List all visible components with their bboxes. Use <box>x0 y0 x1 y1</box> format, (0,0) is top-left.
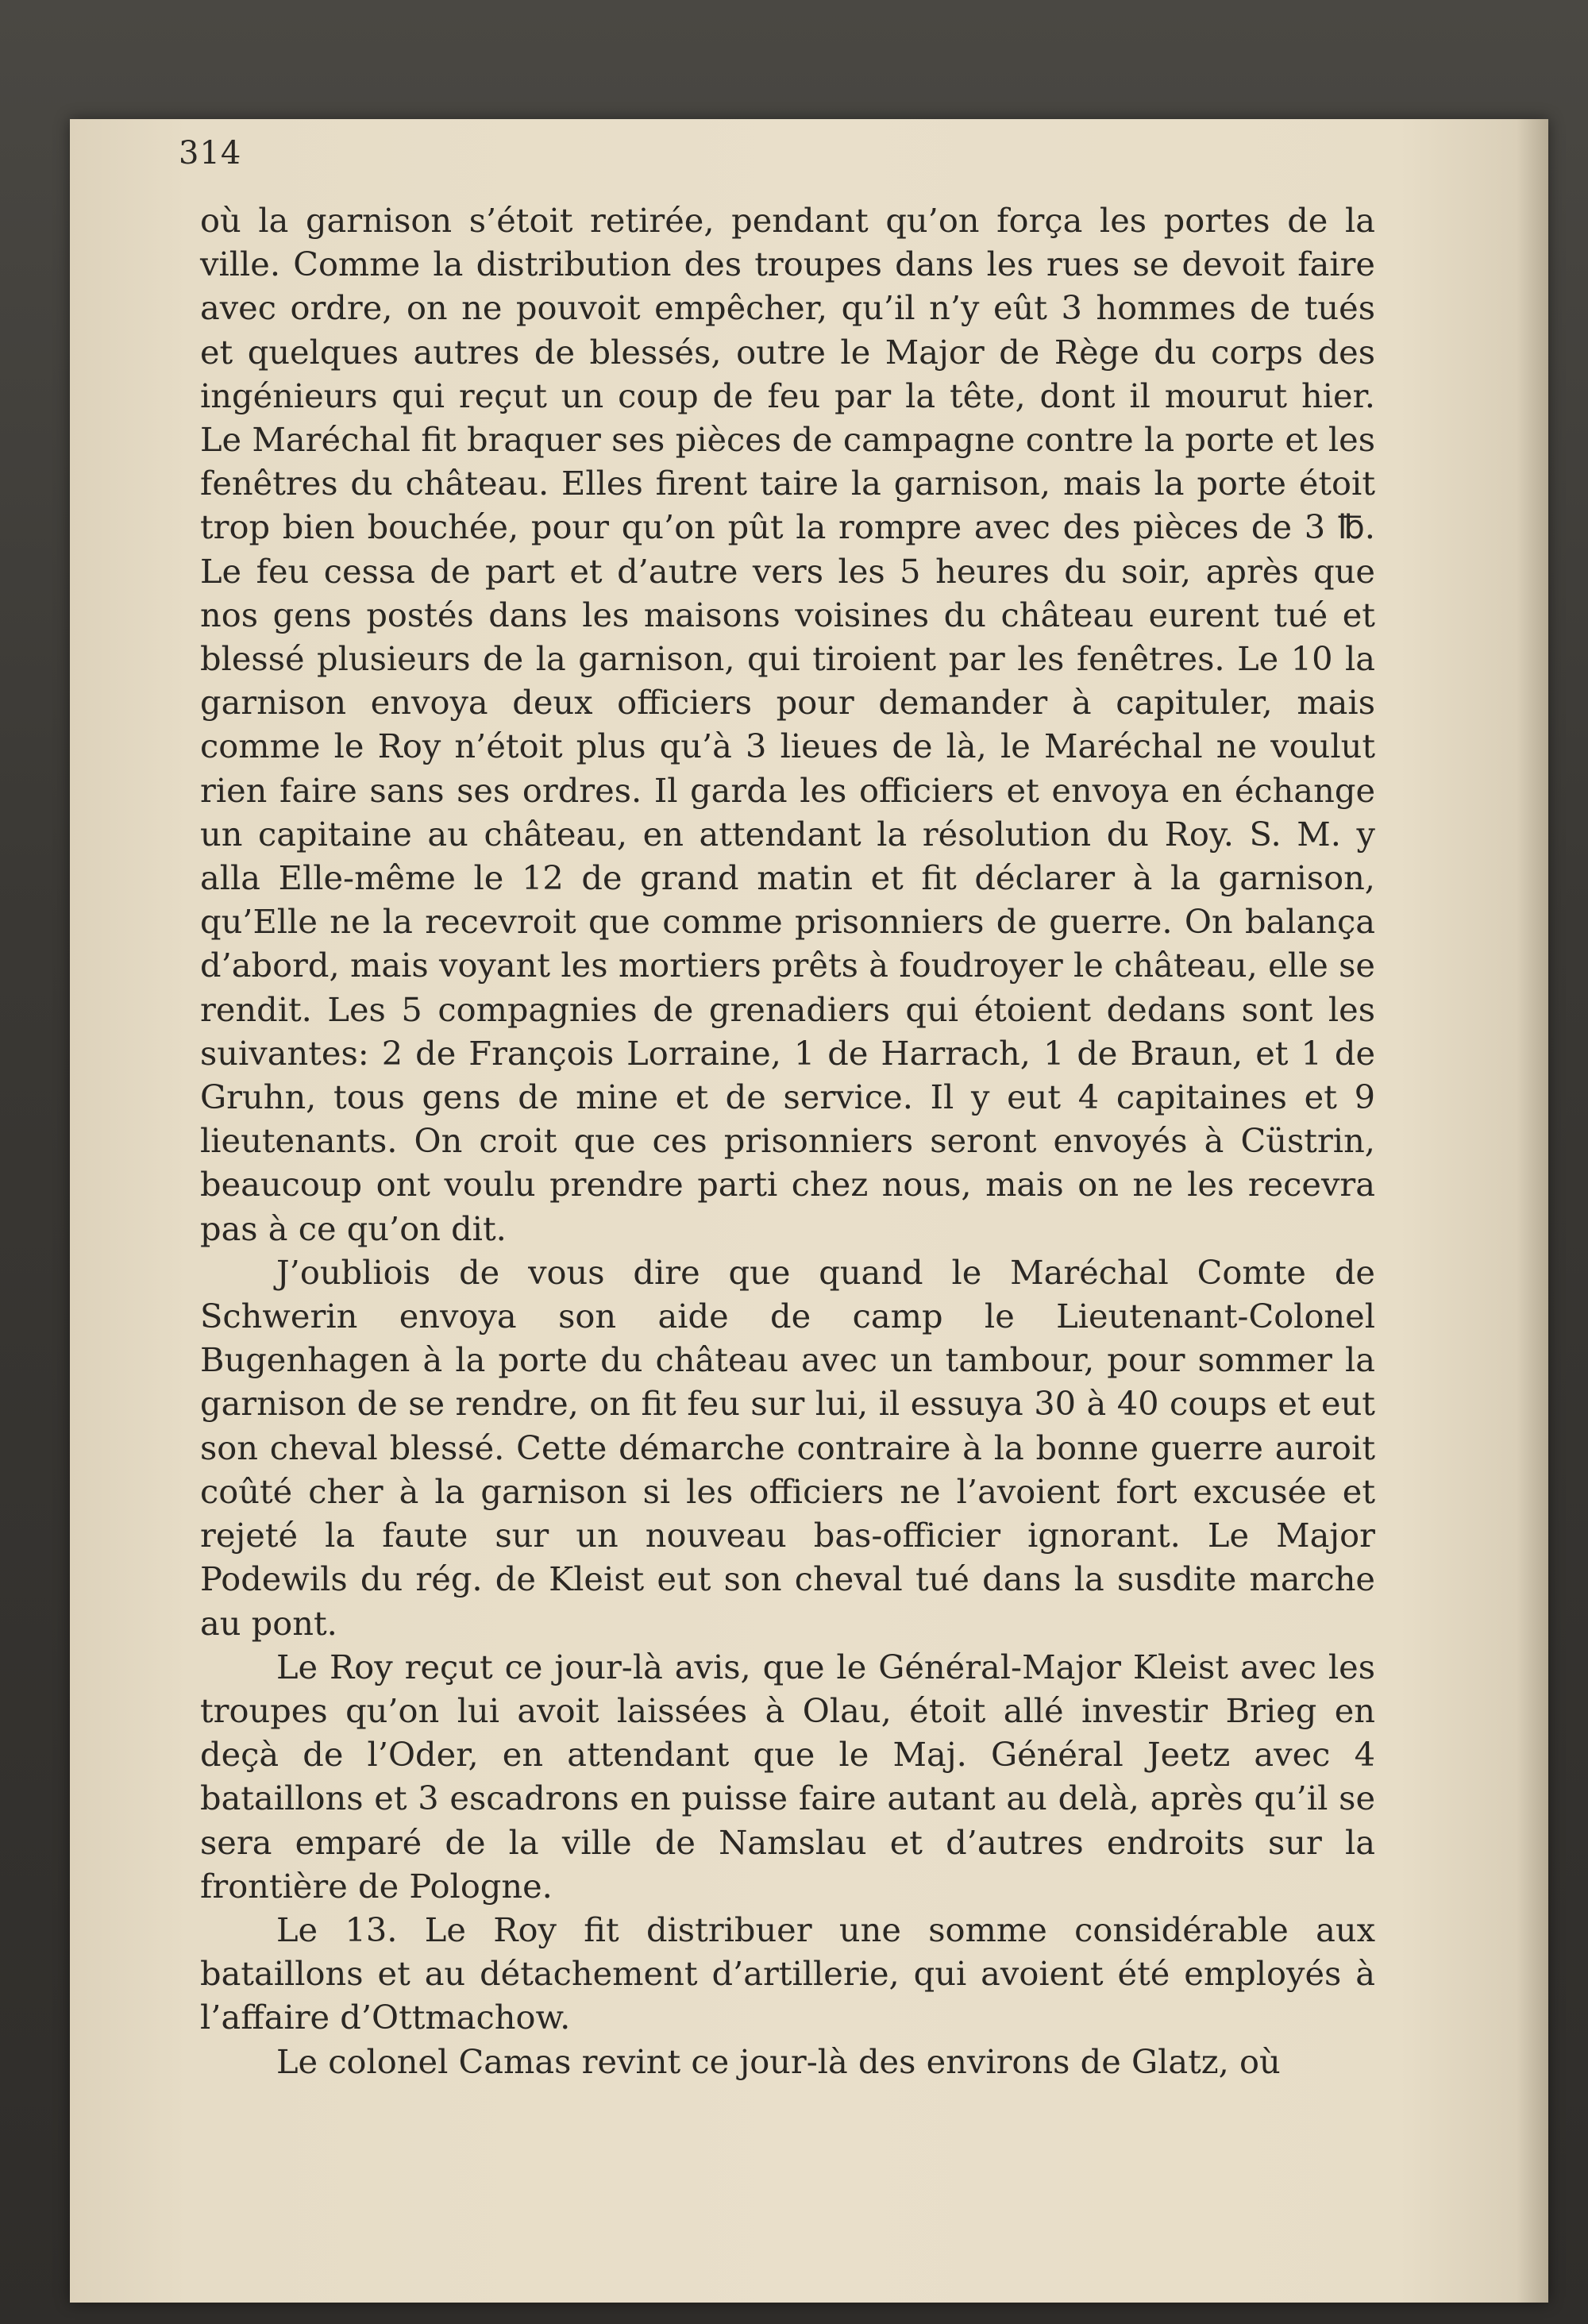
page-number: 314 <box>179 135 242 172</box>
paragraph: où la garnison s’étoit retirée, pendant qu’on força les portes de la ville. Comme la distribution des troupes dans les rues se devoit faire avec ordre, on ne pouvoit empêcher, qu’il n’y eût 3 hommes de tués et quelques autres de blessés, outre le Major de Rège du corps des ingénieurs qui reçut un coup de feu par la tête, dont il mourut hier. Le Maréchal fit braquer ses pièces de campagne contre la porte et les fenêtres du château. Elles firent taire la garnison, mais la porte étoit trop bien bouchée, pour qu’on pût la rompre avec des pièces de 3 ℔. Le feu cessa de part et d’autre vers les 5 heures du soir, après que nos gens postés dans les maisons voisines du château eurent tué et blessé plusieurs de la garnison, qui tiroient par les fenêtres. Le 10 la garnison envoya deux officiers pour demander à capituler, mais comme le Roy n’étoit plus qu’à 3 lieues de là, le Maréchal ne voulut rien faire sans ses ordres. Il garda les officiers et envoya en échange un capitaine au château, en attendant la résolution du Roy. S. M. y alla Elle-même le 12 de grand matin et fit déclarer à la garnison, qu’Elle ne la recevroit que comme prisonniers de guerre. On balança d’abord, mais voyant les mortiers prêts à foudroyer le château, elle se rendit. Les 5 compagnies de grenadiers qui étoient dedans sont les suivantes: 2 de François Lorraine, 1 de Harrach, 1 de Braun, et 1 de Gruhn, tous gens de mine et de service. Il y eut 4 capitaines et 9 lieutenants. On croit que ces prisonniers seront envoyés à Cüstrin, beaucoup ont voulu prendre parti chez nous, mais on ne les recevra pas à ce qu’on dit. <box>200 201 1375 1248</box>
paragraph: J’oubliois de vous dire que quand le Maréchal Comte de Schwerin envoya son aide de camp le Lieutenant-Colonel Bugenhagen à la porte du château avec un tambour, pour sommer la garnison de se rendre, on fit feu sur lui, il essuya 30 à 40 coups et eut son cheval blessé. Cette démarche contraire à la bonne guerre auroit coûté cher à la garnison si les officiers ne l’avoient fort excusée et rejeté la faute sur un nouveau bas-officier ignorant. Le Major Podewils du rég. de Kleist eut son cheval tué dans la susdite marche au pont. <box>200 1252 1375 1643</box>
paragraph: Le 13. Le Roy fit distribuer une somme considérable aux bataillons et au détachement d’artillerie, qui avoient été employés à l’affaire d’Ottmachow. <box>200 1910 1375 2037</box>
paragraph: Le Roy reçut ce jour-là avis, que le Général-Major Kleist avec les troupes qu’on lui avoit laissées à Olau, étoit allé investir Brieg en deçà de l’Oder, en attendant que le Maj. Général Jeetz avec 4 bataillons et 3 escadrons en puisse faire autant au delà, après qu’il se sera emparé de la ville de Namslau et d’autres endroits sur la frontière de Pologne. <box>200 1647 1375 1906</box>
paragraph: Le colonel Camas revint ce jour-là des environs de Glatz, où <box>276 2041 1281 2081</box>
page-edge <box>1517 119 1548 2303</box>
page-text <box>200 198 1375 2083</box>
